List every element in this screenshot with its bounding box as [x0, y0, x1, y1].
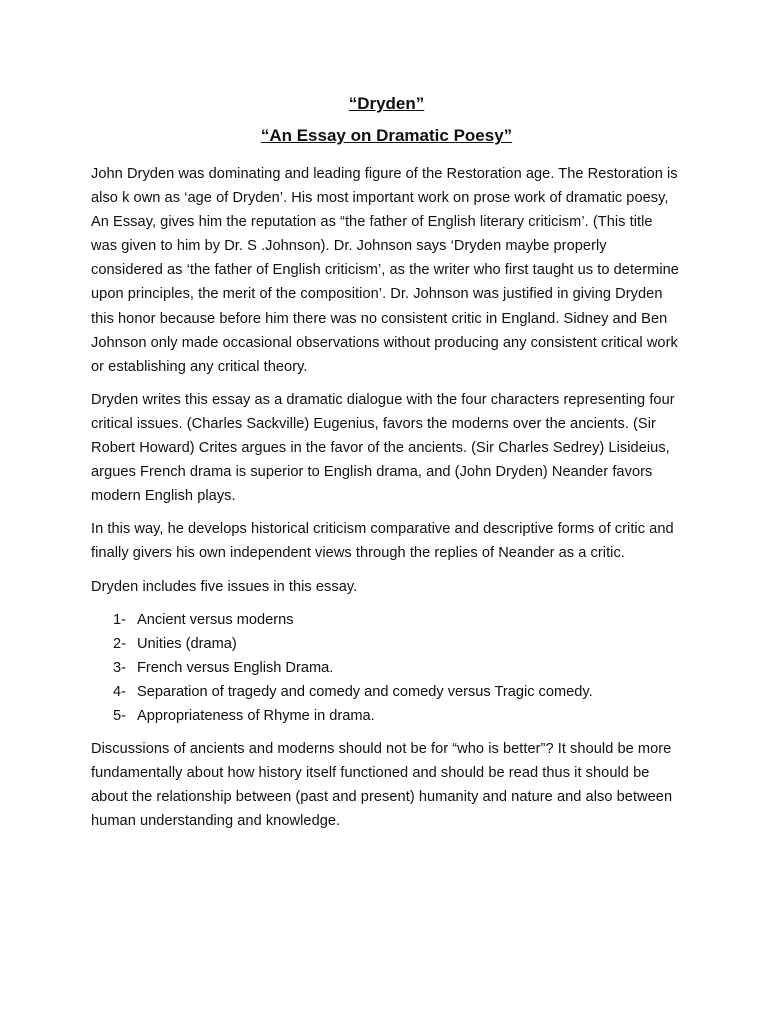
document-subtitle: “An Essay on Dramatic Poesy”: [260, 126, 513, 145]
list-item-text: French versus English Drama.: [137, 659, 334, 676]
list-item: [113, 656, 682, 680]
list-item-number: 5-: [113, 707, 126, 724]
list-item-number: 4-: [113, 683, 126, 700]
list-item-text: Separation of tragedy and comedy and comedy versus Tragic comedy.: [137, 683, 593, 700]
paragraph-criticism: In this way, he develops historical criticism comparative and descriptive forms of critic and finally givers his own independent views through the replies of Neander as a critic.: [91, 521, 674, 562]
paragraph-issues-intro: Dryden includes five issues in this essay.: [91, 578, 358, 595]
list-item: [113, 680, 682, 704]
list-item-text: Ancient versus moderns: [137, 611, 294, 628]
paragraph-characters: Dryden writes this essay as a dramatic dialogue with the four characters representing four critical issues. (Charles Sackville) Eugenius, favors the moderns over the ancients. (Sir Robert Howard) Crites argues in the favor of the ancients. (Sir Charles Sedrey) Lisideius, argues French drama is superior to English drama, and (John Dryden) Neander favors modern English plays.: [91, 391, 675, 505]
list-item-number: 1-: [113, 611, 126, 628]
list-item: [113, 704, 682, 728]
issues-list: [91, 608, 682, 728]
paragraph-closing: Discussions of ancients and moderns should not be for “who is better”? It should be more fundamentally about how history itself functioned and should be read thus it should be about the relationship between (past and present) humanity and nature and also between human understanding and knowledge.: [91, 740, 673, 829]
list-item: [113, 608, 682, 632]
paragraph-intro: John Dryden was dominating and leading figure of the Restoration age. The Restoration is also k own as ‘age of Dryden’. His most important work on prose work of dramatic poesy, An Essay, gives him the reputation as “the father of English literary criticism’. (This title was given to him by Dr. S .Johnson). Dr. Johnson says ‘Dryden maybe properly considered as ‘the father of English criticism’, as the writer who first taught us to determine upon principles, the merit of the composition’. Dr. Johnson was justified in giving Dryden this honor because before him there was no consistent critic in England. Sidney and Ben Johnson only made occasional observations without producing any consistent critical work or establishing any critical theory.: [91, 166, 679, 375]
list-item-number: 2-: [113, 635, 126, 652]
list-item-text: Unities (drama): [137, 635, 237, 652]
list-item-number: 3-: [113, 659, 126, 676]
document-title: “Dryden”: [348, 94, 425, 113]
list-item-text: Appropriateness of Rhyme in drama.: [137, 707, 375, 724]
list-item: [113, 632, 682, 656]
